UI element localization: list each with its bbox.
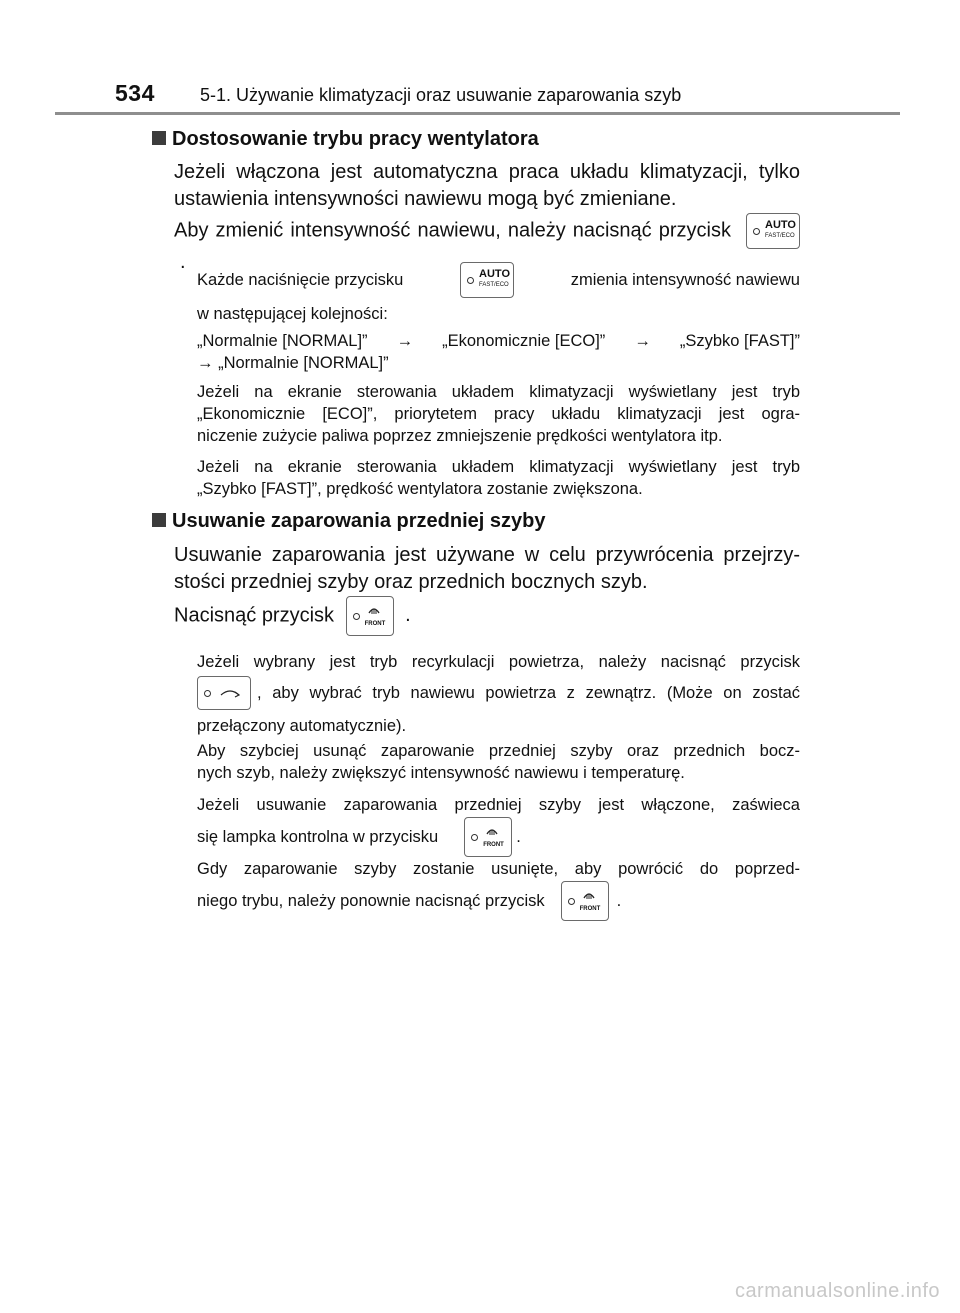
section-heading-defog: Usuwanie zaparowania przedniej szyby xyxy=(152,510,545,533)
paragraph-press-front: Nacisnąć przycisk FRONT . xyxy=(174,596,800,638)
front-defog-button-icon-inline: FRONT xyxy=(464,817,512,857)
fan-mode-sequence: „Normalnie [NORMAL]” → „Ekonomicznie [ECO]” → „Szybko [FAST]” → „Normalnie [NORMAL]” xyxy=(197,332,800,372)
page-header xyxy=(0,0,960,118)
paragraph-press-auto: Aby zmienić intensywność nawiewu, należy nacisnąć przycisk AUTO FAST/ECO . xyxy=(174,213,800,253)
bullet-square-icon xyxy=(152,131,166,145)
paragraph-auto-mode: Jeżeli włączona jest automatyczna praca układu klimatyzacji, tylko ustawienia intensywności nawiewu mogą być zmieniane. xyxy=(174,161,800,210)
front-defog-button-icon-return: FRONT xyxy=(561,881,609,921)
page-number: 534 xyxy=(115,80,155,106)
outside-air-button-icon xyxy=(197,676,251,710)
note-eco-mode: Jeżeli na ekranie sterowania układem klimatyzacji wyświetlany jest tryb „Ekonomicznie [ECO]”, priorytetem pracy układu klimatyzacji jest ogra- niczenie zużycie paliwa poprzez zmniejszenie prędkości wentylatora itp. xyxy=(197,383,800,445)
front-defog-button-icon: FRONT xyxy=(346,596,394,636)
arrow-right-icon: → xyxy=(197,354,214,372)
header-divider xyxy=(55,112,900,115)
paragraph-defog-purpose: Usuwanie zaparowania jest używane w celu przywrócenia przejrzy- stości przedniej szyby oraz przednich bocznych szyb. xyxy=(174,544,800,593)
bullet-square-icon xyxy=(152,513,166,527)
note-recirculation: Jeżeli wybrany jest tryb recyrkulacji powietrza, należy nacisnąć przycisk , aby wybrać tryb nawiewu powietrza z zewnątrz. (Może on zostać przełączony automatycznie). xyxy=(197,653,800,735)
note-faster-defog: Aby szybciej usunąć zaparowanie przedniej szyby oraz przednich bocz- nych szyb, należy zwiększyć intensywność nawiewu i temperaturę. xyxy=(197,742,800,782)
section-heading-fan-mode: Dostosowanie trybu pracy wentylatora xyxy=(152,128,539,151)
auto-fan-button-icon-inline: AUTO FAST/ECO xyxy=(460,262,514,298)
note-fast-mode: Jeżeli na ekranie sterowania układem klimatyzacji wyświetlany jest tryb „Szybko [FAST]”, prędkość wentylatora zostanie zwiększona. xyxy=(197,458,800,498)
arrow-right-icon: → xyxy=(396,332,414,350)
note-indicator-light: Jeżeli usuwanie zaparowania przedniej szyby jest włączone, zaświeca się lampka kontrolna w przycisku FRONT . xyxy=(197,794,800,858)
chapter-title: 5-1. Używanie klimatyzacji oraz usuwanie zaparowania szyb xyxy=(200,85,682,105)
arrow-right-icon: → xyxy=(634,332,651,350)
note-return-previous: Gdy zaparowanie szyby zostanie usunięte, aby powrócić do poprzed- niego trybu, należy ponownie nacisnąć przycisk FRONT . xyxy=(197,858,800,922)
auto-fan-button-icon: AUTO FAST/ECO xyxy=(746,213,800,249)
watermark: carmanualsonline.info xyxy=(734,1280,940,1302)
note-button-cycle: Każde naciśnięcie przycisku AUTO FAST/ECO zmienia intensywność nawiewu w następującej kolejności: xyxy=(197,262,800,325)
